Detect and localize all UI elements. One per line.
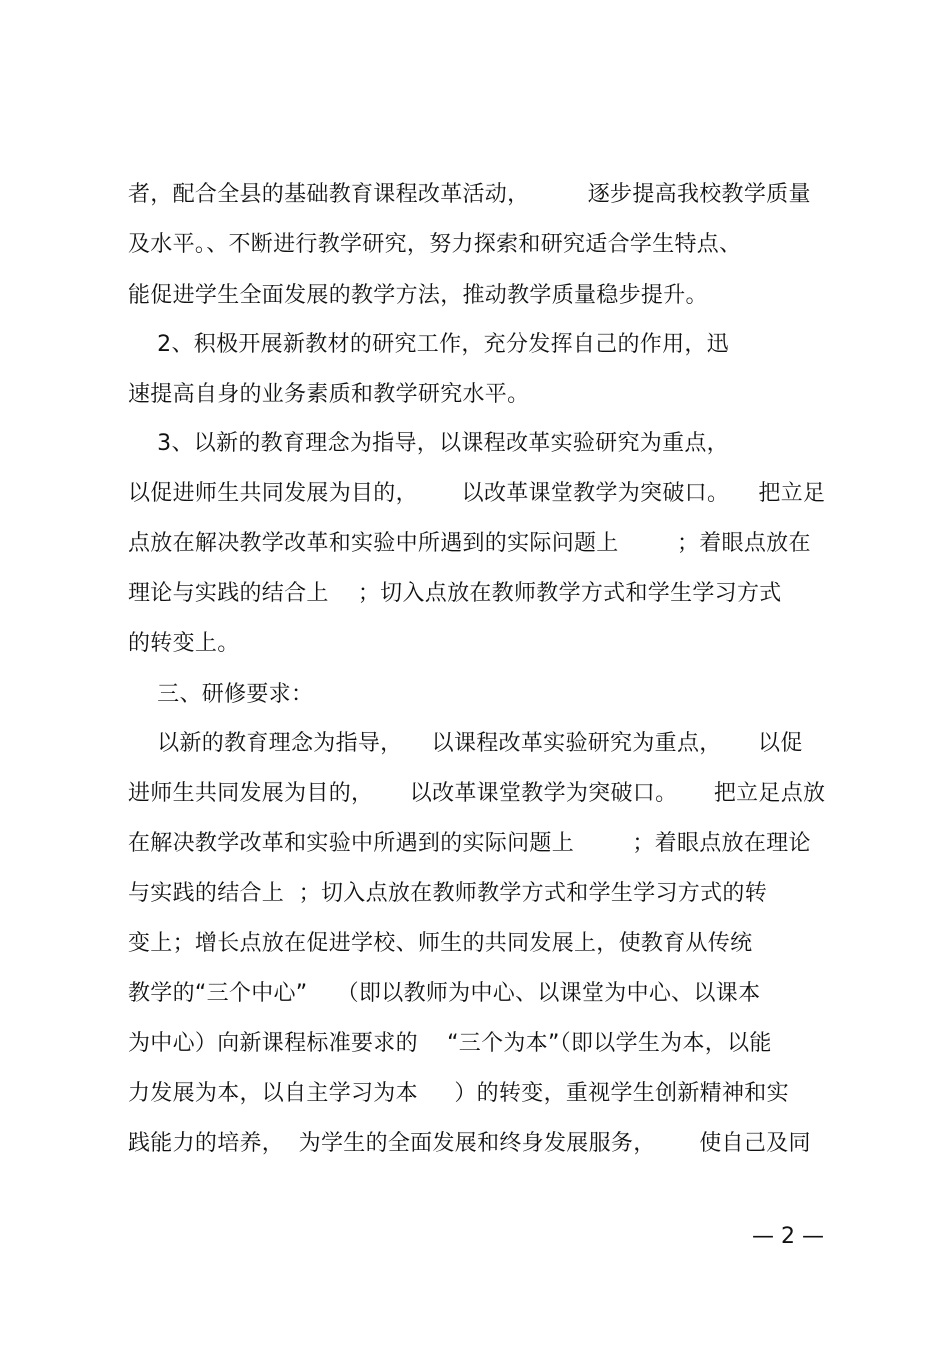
page-number: — 2 —: [752, 1224, 824, 1249]
text-line: 与实践的结合上 ；切入点放在教师教学方式和学生学习方式的转: [128, 881, 767, 906]
section-heading: 三、研修要求：: [128, 682, 314, 707]
text-line: 践能力的培养， 为学生的全面发展和终身发展服务， 使自己及同: [128, 1131, 811, 1156]
text-line: 及水平。、不断进行教学研究，努力探索和研究适合学生特点、: [128, 232, 742, 257]
text-line: 进师生共同发展为目的， 以改革课堂教学为突破口。 把立足点放: [128, 781, 826, 806]
text-line: 3、以新的教育理念为指导，以课程改革实验研究为重点，: [128, 431, 729, 456]
text-line: 速提高自身的业务素质和教学研究水平。: [128, 382, 530, 407]
text-line: 变上；增长点放在促进学校、师生的共同发展上，使教育从传统: [128, 931, 753, 956]
text-line: 在解决教学改革和实验中所遇到的实际问题上 ；着眼点放在理论: [128, 831, 811, 856]
text-line: 以新的教育理念为指导， 以课程改革实验研究为重点， 以促: [128, 731, 803, 756]
text-line: 者，配合全县的基础教育课程改革活动， 逐步提高我校教学质量: [128, 182, 811, 207]
text-line: 的转变上。: [128, 631, 240, 656]
text-line: 能促进学生全面发展的教学方法，推动教学质量稳步提升。: [128, 283, 708, 308]
text-line: 为中心）向新课程标准要求的 “三个为本”（即以学生为本，以能: [128, 1031, 772, 1056]
text-line: 2、积极开展新教材的研究工作，充分发挥自己的作用，迅: [128, 332, 729, 357]
text-line: 教学的“三个中心” （即以教师为中心、以课堂为中心、以课本: [128, 981, 761, 1006]
text-line: 理论与实践的结合上 ；切入点放在教师教学方式和学生学习方式: [128, 581, 782, 606]
text-line: 以促进师生共同发展为目的， 以改革课堂教学为突破口。 把立足: [128, 481, 826, 506]
text-line: 点放在解决教学改革和实验中所遇到的实际问题上 ；着眼点放在: [128, 531, 811, 556]
text-line: 力发展为本，以自主学习为本 ）的转变，重视学生创新精神和实: [128, 1081, 789, 1106]
